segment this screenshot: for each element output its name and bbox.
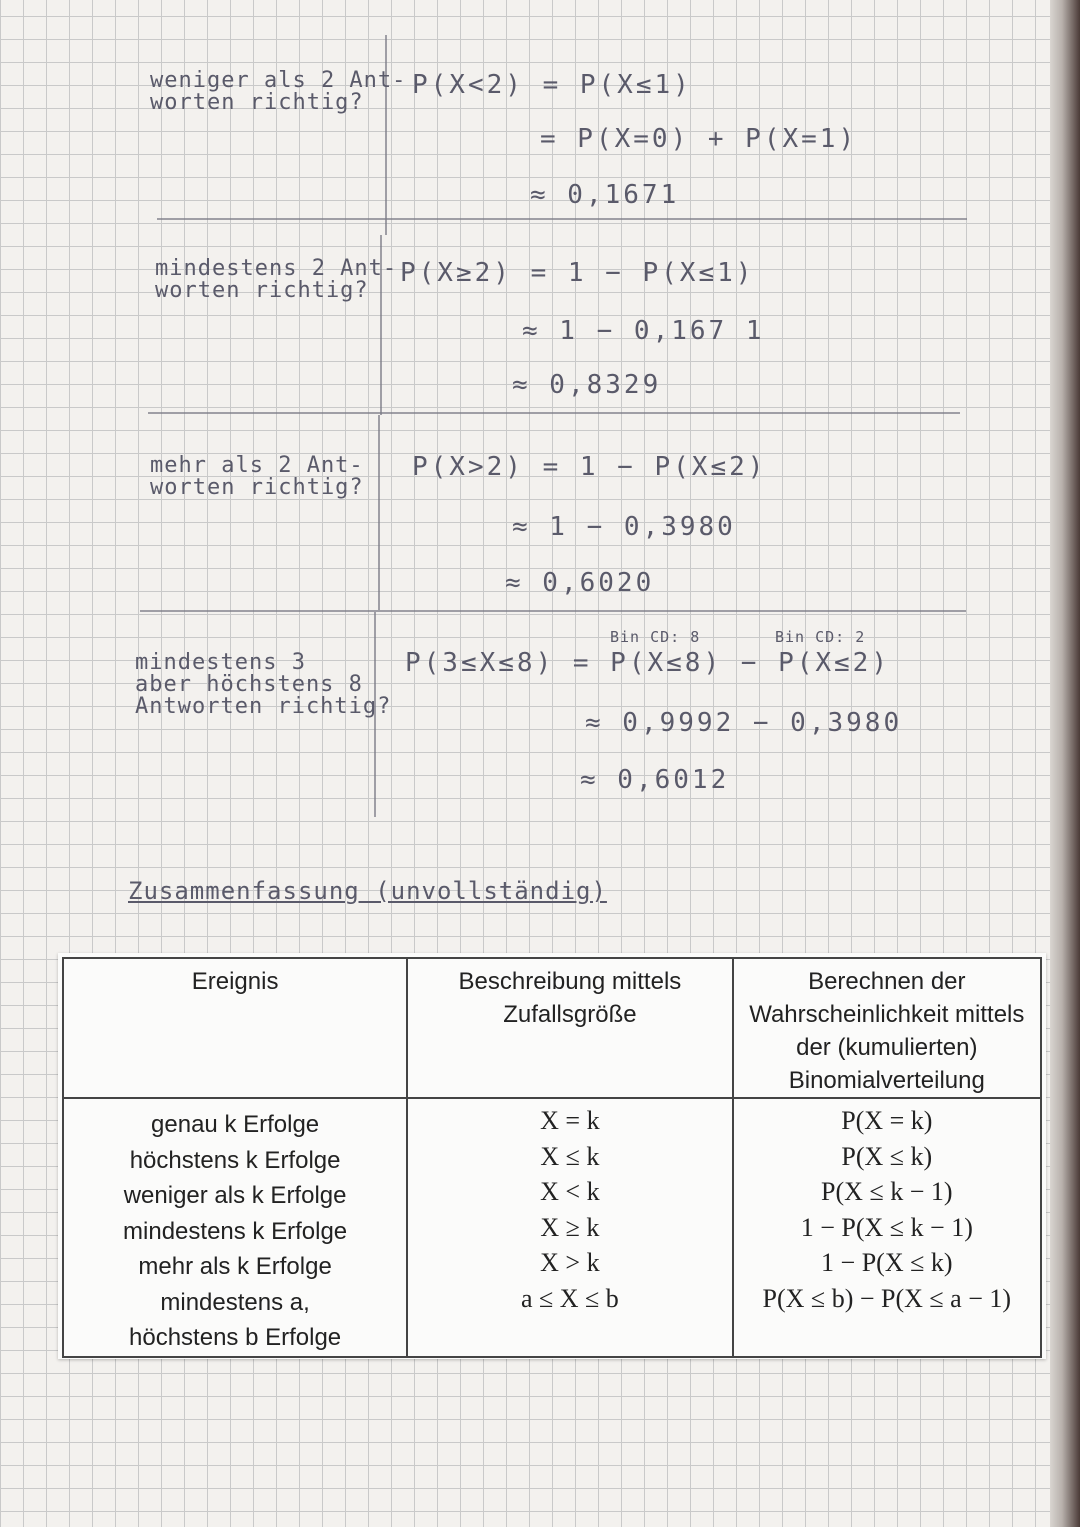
summary-table: [62, 957, 1042, 1358]
formula-line: ≈ 0,9992 − 0,3980: [585, 708, 903, 738]
summary-heading: Zusammenfassung (unvollständig): [128, 877, 607, 905]
column-header-calculation: Berechnen der Wahrscheinlichkeit mittels der (kumulierten) Binomialverteilung: [733, 958, 1041, 1098]
formula-line: = P(X=0) + P(X=1): [540, 124, 858, 154]
formula-line: ≈ 1 − 0,3980: [512, 512, 736, 542]
calculator-annotation: Bin CD: 8: [610, 628, 701, 646]
question-text: mehr als 2 Ant- worten richtig?: [150, 453, 364, 500]
event-cell: mindestens a, höchstens b Erfolge: [129, 1288, 342, 1351]
event-cell: weniger als k Erfolge: [123, 1182, 347, 1209]
notes-divider-horizontal: [148, 412, 960, 414]
expression-cell: X ≤ k: [540, 1141, 600, 1171]
formula-column: [733, 1098, 1041, 1357]
adjacent-page-edge: [1050, 0, 1080, 1527]
formula-cell: 1 − P(X ≤ k − 1): [800, 1212, 973, 1242]
calculator-annotation: Bin CD: 2: [775, 628, 866, 646]
column-header-event: Ereignis: [63, 958, 407, 1098]
formula-line: P(3≤X≤8) = P(X≤8) − P(X≤2): [405, 648, 890, 678]
formula-cell: 1 − P(X ≤ k): [821, 1248, 953, 1277]
event-cell: mindestens k Erfolge: [123, 1217, 348, 1245]
expression-cell: X = k: [540, 1106, 600, 1135]
formula-line: ≈ 1 − 0,167 1: [522, 316, 765, 346]
expression-cell: X < k: [540, 1177, 600, 1206]
formula-result: ≈ 0,8329: [512, 370, 662, 400]
event-cell: mehr als k Erfolge: [138, 1253, 332, 1280]
notes-divider-horizontal: [140, 610, 966, 612]
event-cell: genau k Erfolge: [151, 1111, 320, 1138]
formula-line: P(X≥2) = 1 − P(X≤1): [400, 258, 755, 288]
formula-line: P(X<2) = P(X≤1): [412, 70, 692, 100]
formula-result: ≈ 0,6020: [505, 568, 655, 598]
column-header-description: Beschreibung mittels Zufallsgröße: [407, 958, 732, 1098]
notes-divider-vertical: [385, 35, 387, 235]
formula-result: ≈ 0,1671: [530, 180, 680, 210]
expression-column: [407, 1098, 732, 1357]
notes-divider-horizontal: [157, 218, 967, 220]
formula-cell: P(X ≤ k): [841, 1141, 933, 1171]
formula-result: ≈ 0,6012: [580, 765, 730, 795]
question-text: weniger als 2 Ant- worten richtig?: [150, 68, 407, 115]
formula-cell: P(X ≤ k − 1): [821, 1177, 953, 1206]
question-text: mindestens 3 aber höchstens 8 Antworten richtig?: [135, 650, 392, 719]
event-cell: höchstens k Erfolge: [129, 1146, 341, 1174]
expression-cell: X ≥ k: [540, 1212, 600, 1242]
formula-cell: P(X ≤ b) − P(X ≤ a − 1): [762, 1283, 1012, 1313]
formula-line: P(X>2) = 1 − P(X≤2): [412, 452, 767, 482]
expression-cell: a ≤ X ≤ b: [520, 1283, 619, 1313]
question-text: mindestens 2 Ant- worten richtig?: [155, 256, 398, 303]
expression-cell: X > k: [540, 1248, 600, 1277]
summary-table-sheet: [58, 953, 1046, 1359]
notes-divider-vertical: [378, 415, 380, 610]
formula-cell: P(X = k): [841, 1106, 933, 1135]
event-column: [63, 1098, 407, 1357]
